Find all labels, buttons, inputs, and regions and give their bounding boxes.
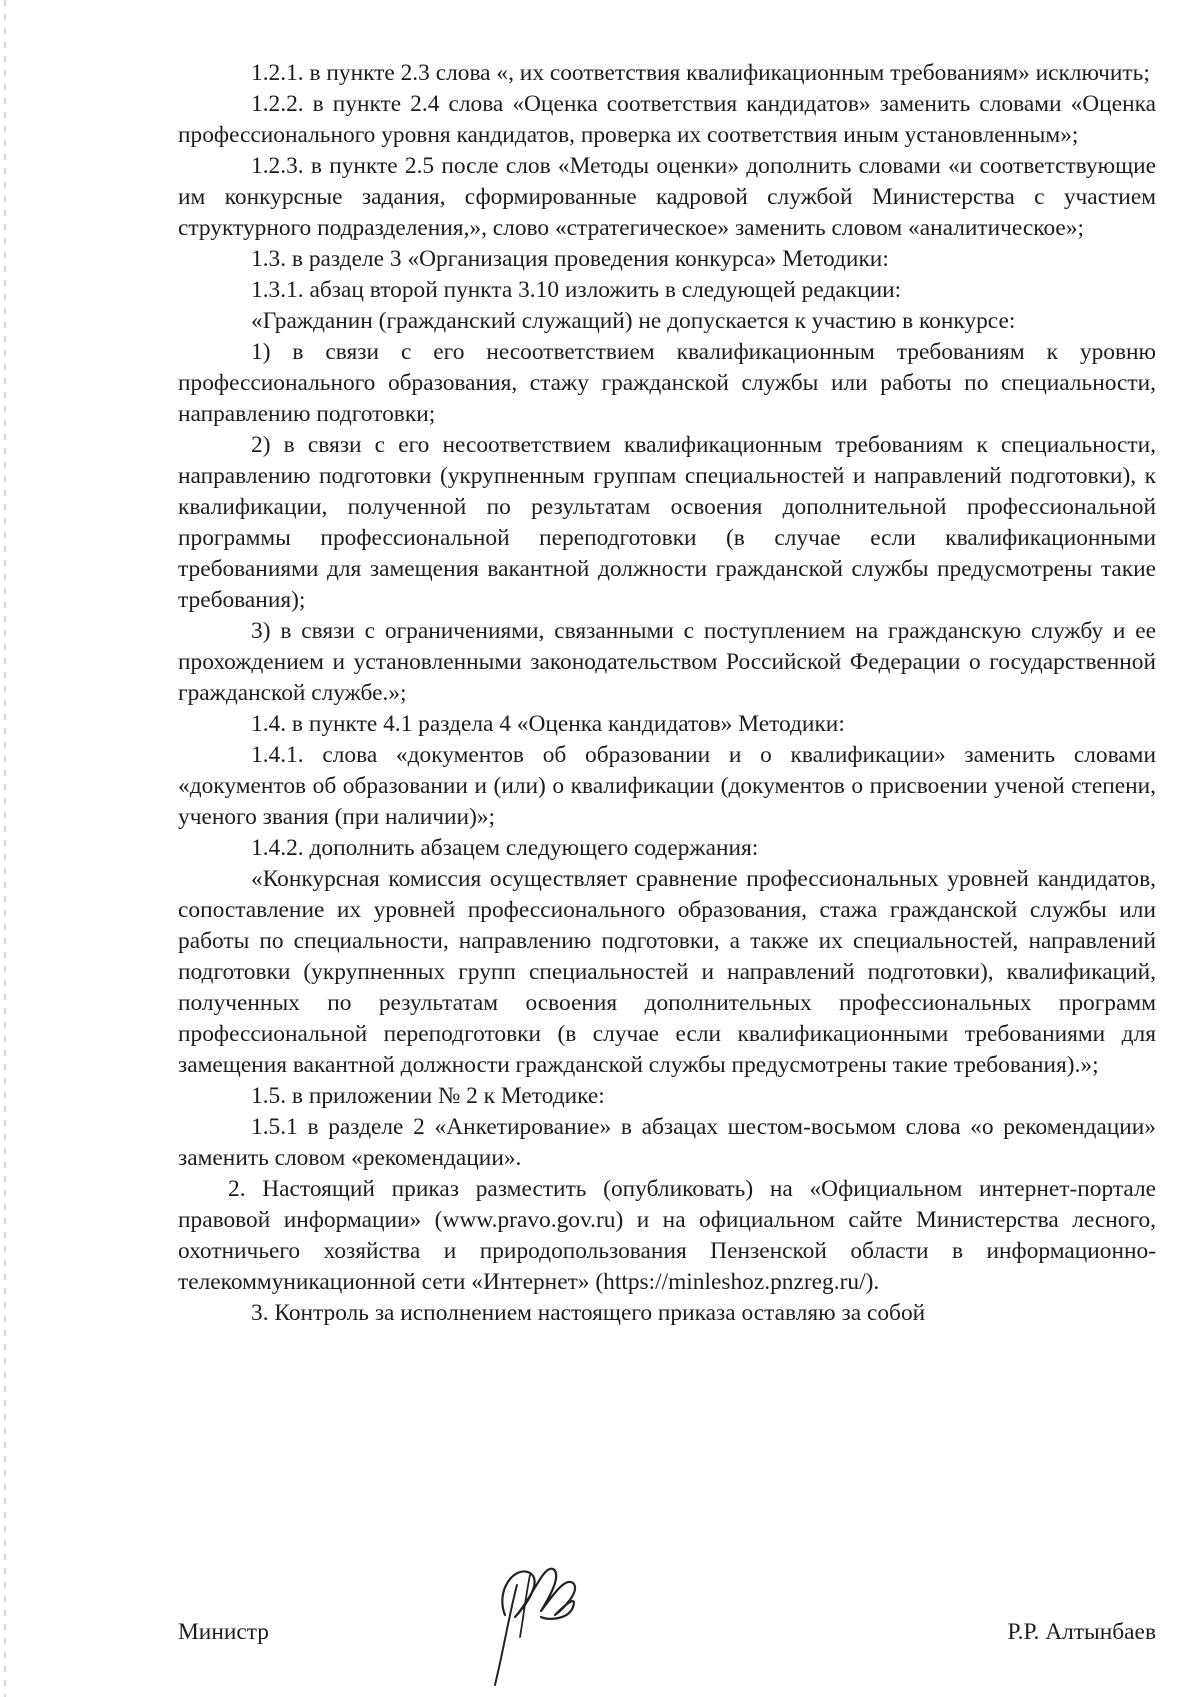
paragraph-1-4: 1.4. в пункте 4.1 раздела 4 «Оценка кандидатов» Методики:	[251, 711, 845, 737]
paragraph-item-2: 2) в связи с его несоответствием квалификационным требованиям к специальности, направлению подготовки (укрупненным группам специальностей и направлений подготовки), к квалификации, полученной по результатам освоения дополнительной профессиональной программы профессиональной переподготовки (в случае если квалификационными требованиями для замещения вакантной должности гражданской службы предусмотрены такие требования);	[178, 432, 1156, 613]
scan-edge	[4, 0, 6, 1697]
paragraph-1-3: 1.3. в разделе 3 «Организация проведения конкурса» Методики:	[251, 246, 889, 272]
paragraph-1-3-1: 1.3.1. абзац второй пункта 3.10 изложить в следующей редакции:	[251, 277, 902, 303]
paragraph-1-5-1: 1.5.1 в разделе 2 «Анкетирование» в абзацах шестом-восьмом слова «о рекомендации» заменить словом «рекомендации».	[178, 1114, 1156, 1171]
paragraph-1-4-2: 1.4.2. дополнить абзацем следующего содержания:	[251, 835, 759, 861]
paragraph-1-2-3: 1.2.3. в пункте 2.5 после слов «Методы оценки» дополнить словами «и соответствующие им конкурсные задания, сформированные кадровой службой Министерства с участием структурного подразделения,», слово «стратегическое» заменить словом «аналитическое»;	[178, 153, 1156, 241]
paragraph-1-2-1: 1.2.1. в пункте 2.3 слова «, их соответствия квалификационным требованиям» исключить;	[251, 60, 1150, 86]
paragraph-3-control: 3. Контроль за исполнением настоящего приказа оставляю за собой	[251, 1300, 926, 1326]
signer-name: Р.Р. Алтынбаев	[1007, 1619, 1156, 1645]
signature-block	[178, 1617, 1156, 1657]
paragraph-commission: «Конкурсная комиссия осуществляет сравнение профессиональных уровней кандидатов, сопоставление их уровней профессионального образования, стажа гражданской службы или работы по специальности, направлению подготовки, а также их специальностей, направлений подготовки (укрупненных групп специальностей и направлений подготовки), квалификаций, полученных по результатам освоения дополнительных профессиональных программ профессиональной переподготовки (в случае если квалификационными требованиями для замещения вакантной должности гражданской службы предусмотрены такие требования).»;	[178, 866, 1156, 1078]
paragraph-quote-intro: «Гражданин (гражданский служащий) не допускается к участию в конкурсе:	[251, 308, 1016, 334]
paragraph-item-1: 1) в связи с его несоответствием квалификационным требованиям к уровню профессионального образования, стажу гражданской службы или работы по специальности, направлению подготовки;	[178, 339, 1156, 427]
paragraph-1-5: 1.5. в приложении № 2 к Методике:	[251, 1083, 605, 1109]
paragraph-item-3: 3) в связи с ограничениями, связанными с поступлением на гражданскую службу и ее прохождением и установленными законодательством Российской Федерации о государственной гражданской службе.»;	[178, 618, 1156, 706]
signer-title: Министр	[178, 1619, 269, 1645]
paragraph-2-publication: 2. Настоящий приказ разместить (опубликовать) на «Официальном интернет-портале правовой информации» (www.pravo.gov.ru) и на официальном сайте Министерства лесного, охотничьего хозяйства и природопользования Пензенской области в информационно-телекоммуникационной сети «Интернет» (https://minleshoz.pnzreg.ru/).	[178, 1176, 1156, 1295]
paragraph-1-2-2: 1.2.2. в пункте 2.4 слова «Оценка соответствия кандидатов» заменить словами «Оценка профессионального уровня кандидатов, проверка их соответствия иным установленным»;	[178, 91, 1156, 148]
document-body	[178, 58, 1156, 1329]
paragraph-1-4-1: 1.4.1. слова «документов об образовании и о квалификации» заменить словами «документов об образовании и (или) о квалификации (документов о присвоении ученой степени, ученого звания (при наличии)»;	[178, 742, 1156, 830]
